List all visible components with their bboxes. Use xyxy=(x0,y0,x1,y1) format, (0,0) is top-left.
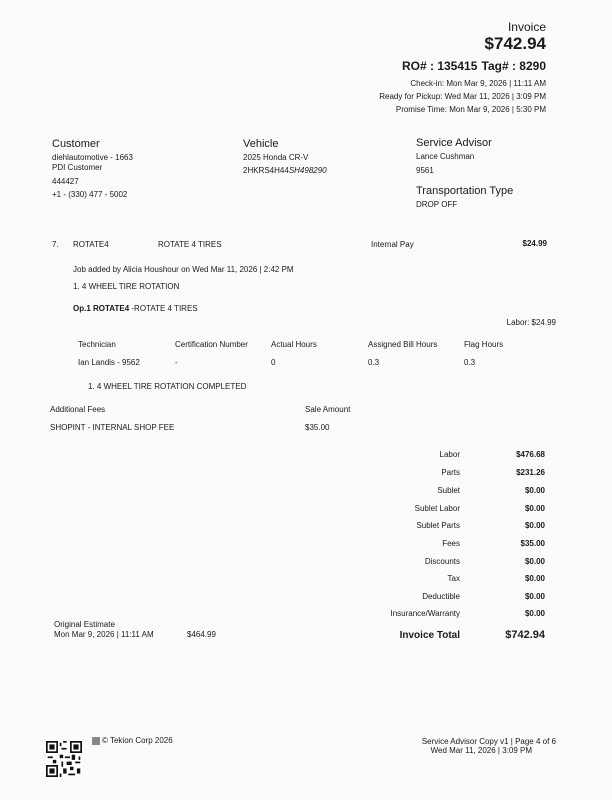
total-value-tax: $0.00 xyxy=(524,574,545,583)
total-value-parts: $231.26 xyxy=(516,468,545,477)
ro-number: RO# : 135415 xyxy=(402,59,478,73)
transport-type: DROP OFF xyxy=(416,200,458,209)
tag-number: Tag# : 8290 xyxy=(481,59,546,73)
fees-heading: Additional Fees xyxy=(50,405,106,414)
job-title: ROTATE 4 TIRES xyxy=(158,240,222,249)
tech-header-actual-hours: Actual Hours xyxy=(271,340,317,349)
doc-type: Invoice xyxy=(507,20,546,34)
total-label-tax: Tax xyxy=(447,574,460,583)
total-value-labor: $476.68 xyxy=(516,450,545,459)
tech-name: Ian Landis - 9562 xyxy=(78,358,140,367)
fee-name: SHOPINT - INTERNAL SHOP FEE xyxy=(50,423,175,432)
operation-line: Op.1 ROTATE4 -ROTATE 4 TIRES xyxy=(73,304,198,313)
qr-code xyxy=(46,741,82,777)
total-label-insurance: Insurance/Warranty xyxy=(390,609,460,618)
footer-copy-info: Service Advisor Copy v1 | Page 4 of 6 xyxy=(421,737,556,746)
total-value-discounts: $0.00 xyxy=(524,557,545,566)
total-value-insurance: $0.00 xyxy=(524,609,545,618)
tekion-logo-icon xyxy=(92,737,100,745)
promise-time: Promise Time: Mon Mar 9, 2026 | 5:30 PM xyxy=(395,105,546,114)
tech-actual-hours: 0 xyxy=(271,358,276,367)
checkin-time: Check-in: Mon Mar 9, 2026 | 11:11 AM xyxy=(410,79,546,88)
vehicle-model: 2025 Honda CR-V xyxy=(243,153,309,162)
job-code: ROTATE4 xyxy=(73,240,109,249)
customer-type: PDI Customer xyxy=(52,163,103,172)
job-completion-note: 1. 4 WHEEL TIRE ROTATION COMPLETED xyxy=(88,382,247,391)
job-number: 7. xyxy=(52,240,59,249)
total-label-discounts: Discounts xyxy=(424,557,460,566)
customer-heading: Customer xyxy=(52,138,100,150)
tech-flag-hours: 0.3 xyxy=(464,358,476,367)
tech-header-bill-hours: Assigned Bill Hours xyxy=(368,340,438,349)
tech-header-certification: Certification Number xyxy=(175,340,248,349)
job-added-by: Job added by Alicia Houshour on Wed Mar 11, 2026 | 2:42 PM xyxy=(73,265,294,274)
total-label-sublet-labor: Sublet Labor xyxy=(414,504,460,513)
vehicle-vin: 2HKRS4H44SH498290 xyxy=(243,166,327,175)
total-value-sublet: $0.00 xyxy=(524,486,545,495)
transport-heading: Transportation Type xyxy=(416,185,514,197)
advisor-heading: Service Advisor xyxy=(416,137,492,149)
total-value-sublet-labor: $0.00 xyxy=(524,504,545,513)
job-pay-type: Internal Pay xyxy=(371,240,414,249)
invoice-total-value: $742.94 xyxy=(505,629,545,641)
total-label-fees: Fees xyxy=(442,539,460,548)
customer-phone: +1 - (330) 477 - 5002 xyxy=(52,190,128,199)
fee-amount: $35.00 xyxy=(305,423,330,432)
total-value-sublet-parts: $0.00 xyxy=(524,521,545,530)
invoice-total-label: Invoice Total xyxy=(399,630,460,641)
estimate-heading: Original Estimate xyxy=(54,620,115,629)
total-label-labor: Labor xyxy=(439,450,460,459)
advisor-id: 9561 xyxy=(416,166,434,175)
vehicle-heading: Vehicle xyxy=(243,138,279,150)
job-amount: $24.99 xyxy=(522,239,547,248)
estimate-amount: $464.99 xyxy=(187,630,216,639)
advisor-name: Lance Cushman xyxy=(416,152,475,161)
total-label-sublet: Sublet xyxy=(437,486,460,495)
tech-bill-hours: 0.3 xyxy=(368,358,380,367)
ready-time: Ready for Pickup: Wed Mar 11, 2026 | 3:09 PM xyxy=(379,92,546,101)
job-labor: Labor: $24.99 xyxy=(506,318,556,327)
fees-amount-heading: Sale Amount xyxy=(305,405,351,414)
job-note: 1. 4 WHEEL TIRE ROTATION xyxy=(73,282,180,291)
total-value-deductible: $0.00 xyxy=(524,592,545,601)
total-label-sublet-parts: Sublet Parts xyxy=(416,521,460,530)
invoice-total-header: $742.94 xyxy=(484,34,546,53)
estimate-date: Mon Mar 9, 2026 | 11:11 AM xyxy=(54,630,154,639)
total-label-parts: Parts xyxy=(441,468,460,477)
tech-header-flag-hours: Flag Hours xyxy=(464,340,504,349)
tech-certification: - xyxy=(175,358,178,367)
total-value-fees: $35.00 xyxy=(520,539,545,548)
customer-id: 444427 xyxy=(52,177,79,186)
customer-name: diehlautomotive - 1663 xyxy=(52,153,133,162)
total-label-deductible: Deductible xyxy=(422,592,460,601)
footer-printed-time: Wed Mar 11, 2026 | 3:09 PM xyxy=(430,746,532,755)
footer-copyright: © Tekion Corp 2026 xyxy=(92,736,173,745)
tech-header-technician: Technician xyxy=(78,340,116,349)
